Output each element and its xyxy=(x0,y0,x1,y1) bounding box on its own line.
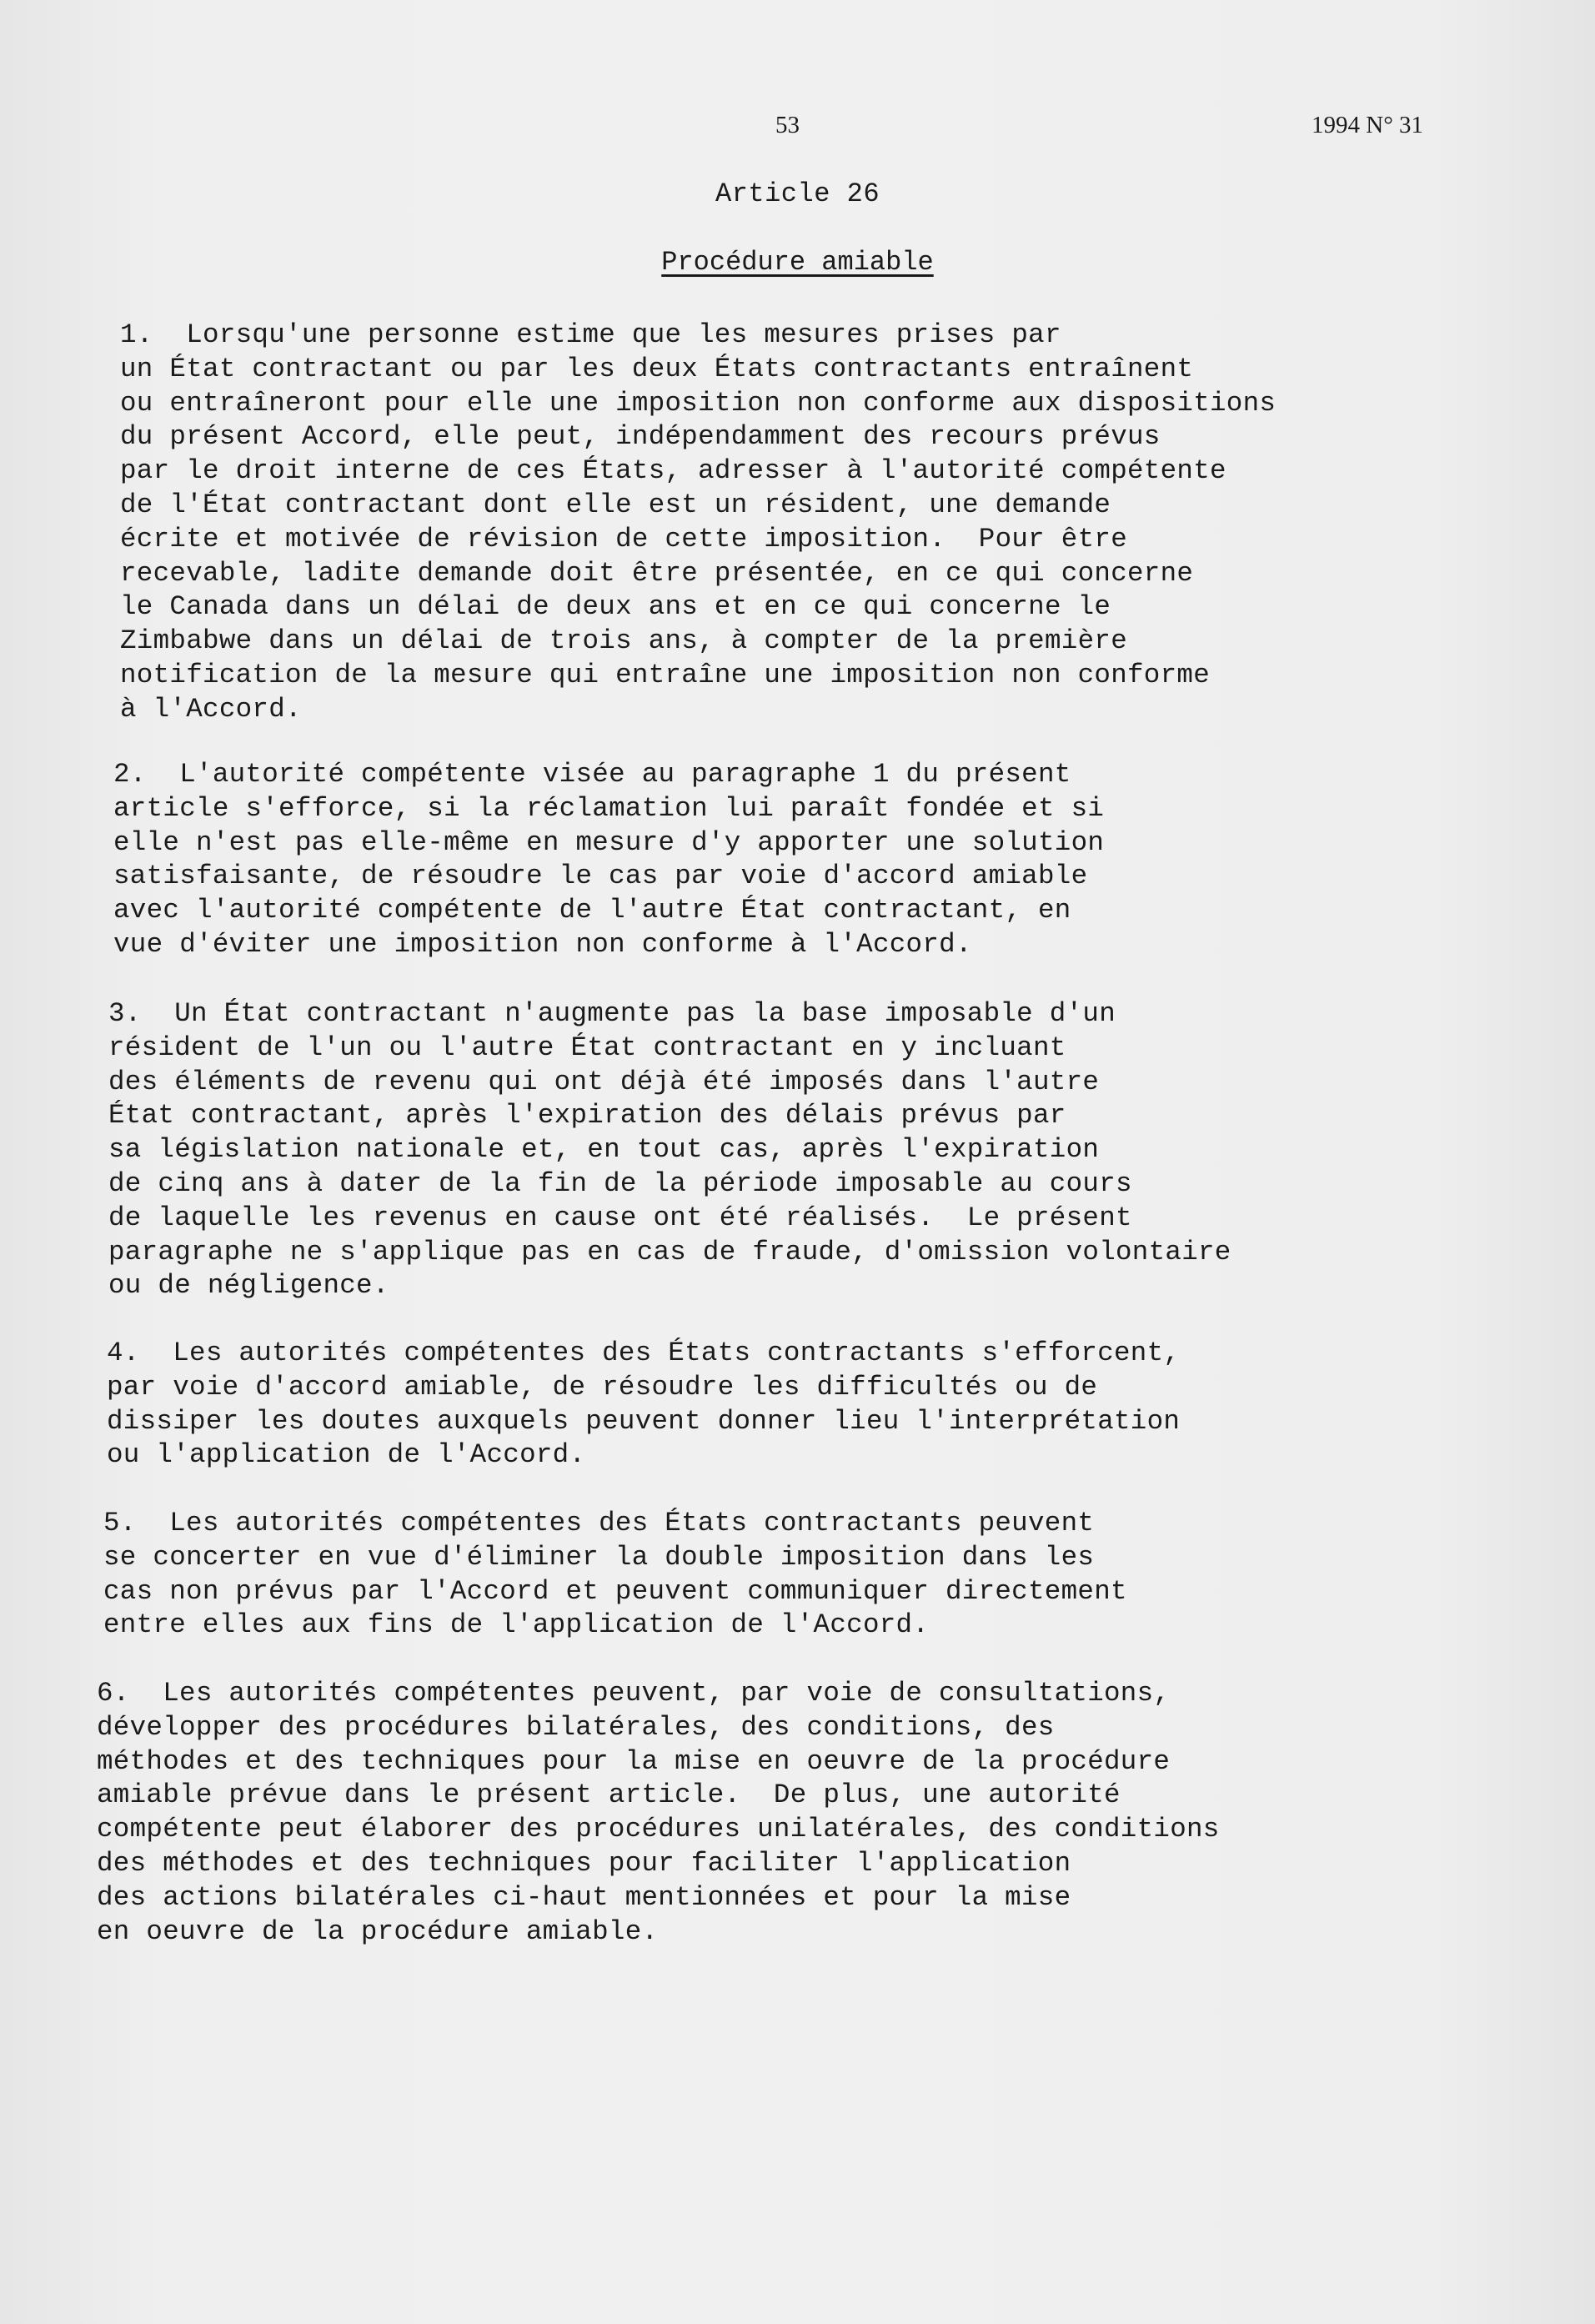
text-line: écrite et motivée de révision de cette imposition. Pour être xyxy=(120,523,1127,555)
text-line: résident de l'un ou l'autre État contractant en y incluant xyxy=(108,1031,1066,1063)
text-line: 3. Un État contractant n'augmente pas la base imposable d'un xyxy=(108,998,1116,1029)
text-line: 5. Les autorités compétentes des États contractants peuvent xyxy=(103,1508,1095,1538)
text-line: recevable, ladite demande doit être présentée, en ce qui concerne xyxy=(120,557,1194,589)
page-number: 53 xyxy=(775,112,800,138)
article-subtitle-text: Procédure amiable xyxy=(661,247,934,278)
text-line: de cinq ans à dater de la fin de la période imposable au cours xyxy=(108,1167,1132,1199)
text-line: développer des procédures bilatérales, des conditions, des xyxy=(97,1711,1055,1743)
text-line: notification de la mesure qui entraîne une imposition non conforme xyxy=(120,659,1211,690)
page-header xyxy=(0,112,1595,145)
text-line: paragraphe ne s'applique pas en cas de fraude, d'omission volontaire xyxy=(108,1236,1231,1267)
text-line: Zimbabwe dans un délai de trois ans, à compter de la première xyxy=(120,625,1127,657)
text-line: à l'Accord. xyxy=(120,693,302,725)
text-line: sa législation nationale et, en tout cas, après l'expiration xyxy=(108,1134,1100,1166)
text-line: dissiper les doutes auxquels peuvent donner lieu l'interprétation xyxy=(107,1405,1181,1437)
article-subtitle xyxy=(0,247,1595,278)
article-title: Article 26 xyxy=(715,178,880,209)
text-line: vue d'éviter une imposition non conforme à l'Accord. xyxy=(113,928,972,960)
paragraph-6 xyxy=(97,1677,1220,1949)
text-line: article s'efforce, si la réclamation lui paraît fondée et si xyxy=(113,792,1105,824)
text-line: en oeuvre de la procédure amiable. xyxy=(97,1915,659,1947)
text-line: du présent Accord, elle peut, indépendamment des recours prévus xyxy=(120,421,1161,453)
text-line: se concerter en vue d'éliminer la double imposition dans les xyxy=(103,1541,1095,1573)
text-line: un État contractant ou par les deux États contractants entraînent xyxy=(120,353,1194,384)
text-line: méthodes et des techniques pour la mise en oeuvre de la procédure xyxy=(97,1745,1171,1777)
paragraph-4 xyxy=(107,1337,1180,1473)
text-line: par voie d'accord amiable, de résoudre les difficultés ou de xyxy=(107,1371,1098,1403)
text-line: cas non prévus par l'Accord et peuvent communiquer directement xyxy=(103,1575,1127,1607)
text-line: avec l'autorité compétente de l'autre État contractant, en xyxy=(113,895,1071,926)
text-line: 2. L'autorité compétente visée au paragraphe 1 du présent xyxy=(113,759,1071,790)
text-line: 6. Les autorités compétentes peuvent, par voie de consultations, xyxy=(97,1678,1171,1709)
text-line: elle n'est pas elle-même en mesure d'y apporter une solution xyxy=(113,826,1105,858)
text-line: amiable prévue dans le présent article. De plus, une autorité xyxy=(97,1779,1121,1811)
text-line: des actions bilatérales ci-haut mentionnées et pour la mise xyxy=(97,1881,1071,1913)
paragraph-3 xyxy=(108,997,1231,1303)
text-line: ou de négligence. xyxy=(108,1270,389,1302)
paragraph-1 xyxy=(120,319,1276,727)
text-line: des méthodes et des techniques pour faciliter l'application xyxy=(97,1847,1071,1879)
text-line: État contractant, après l'expiration des délais prévus par xyxy=(108,1100,1066,1132)
text-line: ou entraîneront pour elle une imposition non conforme aux dispositions xyxy=(120,387,1277,419)
text-line: compétente peut élaborer des procédures unilatérales, des conditions xyxy=(97,1814,1220,1845)
text-line: le Canada dans un délai de deux ans et en ce qui concerne le xyxy=(120,591,1111,623)
paragraph-2 xyxy=(113,758,1104,962)
text-line: 1. Lorsqu'une personne estime que les mesures prises par xyxy=(120,319,1061,350)
text-line: ou l'application de l'Accord. xyxy=(107,1439,586,1471)
text-line: de l'État contractant dont elle est un résident, une demande xyxy=(120,489,1111,520)
text-line: 4. Les autorités compétentes des États contractants s'efforcent, xyxy=(107,1338,1181,1368)
paragraph-5 xyxy=(103,1507,1127,1643)
document-reference: 1994 N° 31 xyxy=(1312,112,1424,138)
text-line: entre elles aux fins de l'application de l'Accord. xyxy=(103,1609,930,1641)
text-line: de laquelle les revenus en cause ont été réalisés. Le présent xyxy=(108,1202,1132,1233)
text-line: satisfaisante, de résoudre le cas par voie d'accord amiable xyxy=(113,861,1088,892)
text-line: des éléments de revenu qui ont déjà été imposés dans l'autre xyxy=(108,1066,1100,1097)
text-line: par le droit interne de ces États, adresser à l'autorité compétente xyxy=(120,455,1226,487)
